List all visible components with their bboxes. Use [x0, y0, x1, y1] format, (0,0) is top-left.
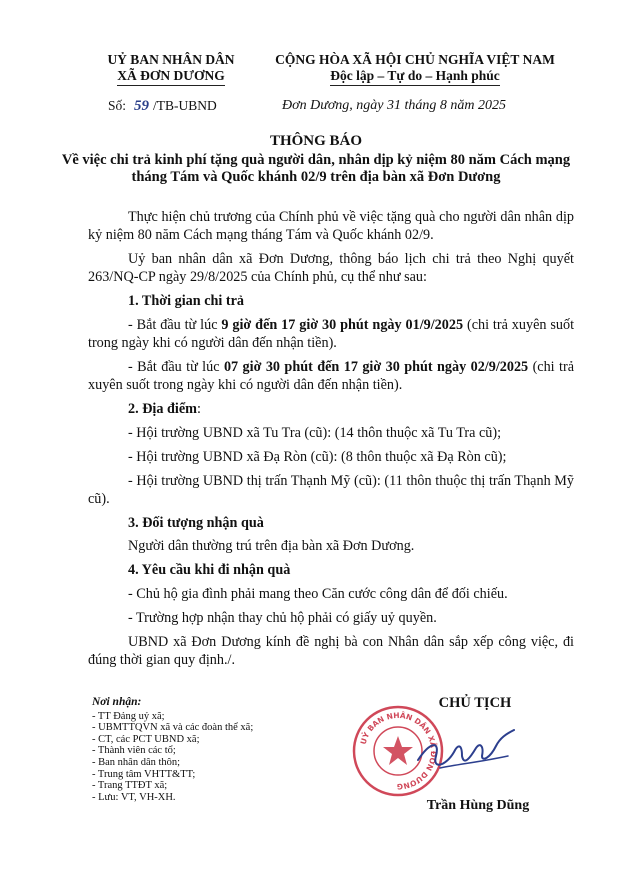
recipient-item: - TT Đảng uỷ xã; [92, 710, 165, 722]
recipient-item: - Lưu: VT, VH-XH. [92, 791, 176, 803]
section-1-heading: 1. Thời gian chi trả [128, 293, 244, 310]
time-item-2: - Bắt đầu từ lúc 07 giờ 30 phút đến 17 giờ 30 phút ngày 02/9/2025 (chi trả xuyên suốt trong ngày khi có người dân đến nhận tiền). [88, 359, 574, 394]
motto: Độc lập – Tự do – Hạnh phúc [330, 68, 500, 86]
document-title: THÔNG BÁO [269, 133, 363, 149]
recipient-item: - Trang TTĐT xã; [92, 780, 168, 792]
location-item-1: - Hội trường UBND xã Tu Tra (cũ): (14 thôn thuộc xã Tu Tra cũ); [128, 424, 502, 441]
recipient-item: - CT, các PCT UBND xã; [92, 733, 200, 745]
recipients-block [92, 697, 332, 803]
issuing-authority [86, 52, 256, 86]
recipients-title: Nơi nhận: [92, 696, 142, 708]
seal-text: UỶ BAN NHÂN DÂN XÃ ĐƠN DƯƠNG [358, 710, 439, 792]
handwritten-signature-icon [410, 722, 520, 782]
section-3-heading: 3. Đối tượng nhận quà [128, 514, 264, 531]
requirement-item-1: - Chủ hộ gia đình phải mang theo Căn cước công dân để đối chiếu. [128, 586, 508, 603]
national-motto [250, 52, 580, 86]
recipient-item: - UBMTTQVN xã và các đoàn thể xã; [92, 722, 254, 734]
document-body [88, 208, 574, 675]
country-name: CỘNG HÒA XÃ HỘI CHỦ NGHĨA VIỆT NAM [275, 52, 555, 67]
notice-paragraph: Uỷ ban nhân dân xã Đơn Dương, thông báo lịch chi trả theo Nghị quyết 263/NQ-CP ngày 29/8/2025 của Chính phủ, cụ thể như sau: [88, 251, 574, 286]
signer-name: Trần Hùng Dũng [426, 798, 530, 813]
time-item-1: - Bắt đầu từ lúc 9 giờ đến 17 giờ 30 phút ngày 01/9/2025 (chi trả xuyên suốt trong ngày khi có người dân đến nhận tiền). [88, 316, 575, 352]
section-2-heading: 2. Địa điểm: [128, 401, 201, 418]
org-line1: UỶ BAN NHÂN DÂN [107, 52, 235, 67]
recipient-item: - Trung tâm VHTT&TT; [92, 768, 196, 780]
requirement-item-2: - Trường hợp nhận thay chủ hộ phải có giấy uỷ quyền. [128, 609, 437, 626]
location-item-2: - Hội trường UBND xã Đạ Ròn (cũ): (8 thôn thuộc xã Đạ Ròn cũ); [128, 448, 507, 465]
so-label: Số: [108, 98, 127, 113]
recipient-item: - Ban nhân dân thôn; [92, 756, 181, 768]
intro-paragraph: Thực hiện chủ trương của Chính phủ về việc tặng quà cho người dân nhân dịp kỷ niệm 80 năm Cách mạng tháng Tám và Quốc khánh 02/9. [88, 209, 574, 244]
location-item-3: - Hội trường UBND thị trấn Thạnh Mỹ (cũ): (11 thôn thuộc thị trấn Thạnh Mỹ cũ). [88, 472, 574, 507]
recipient-item: - Thành viên các tổ; [92, 745, 176, 757]
document-subject: Về việc chi trả kinh phí tặng quà người dân, nhân dịp kỷ niệm 80 năm Cách mạng tháng Tám và Quốc khánh 02/9 trên địa bàn xã Đơn Dương [61, 152, 571, 185]
recipients-eligibility: Người dân thường trú trên địa bàn xã Đơn Dương. [128, 538, 415, 555]
document-number [108, 98, 217, 115]
section-4-heading: 4. Yêu cầu khi đi nhận quà [128, 562, 291, 579]
org-line2: XÃ ĐƠN DƯƠNG [117, 68, 225, 86]
place-date: Đơn Dương, ngày 31 tháng 8 năm 2025 [282, 98, 507, 113]
so-suffix: /TB-UBND [153, 98, 217, 113]
so-number: 59 [134, 98, 150, 114]
closing-paragraph: UBND xã Đơn Dương kính đề nghị bà con Nhân dân sắp xếp công việc, đi đúng thời gian quy định./. [88, 633, 574, 668]
signer-position: CHỦ TỊCH [438, 695, 512, 711]
